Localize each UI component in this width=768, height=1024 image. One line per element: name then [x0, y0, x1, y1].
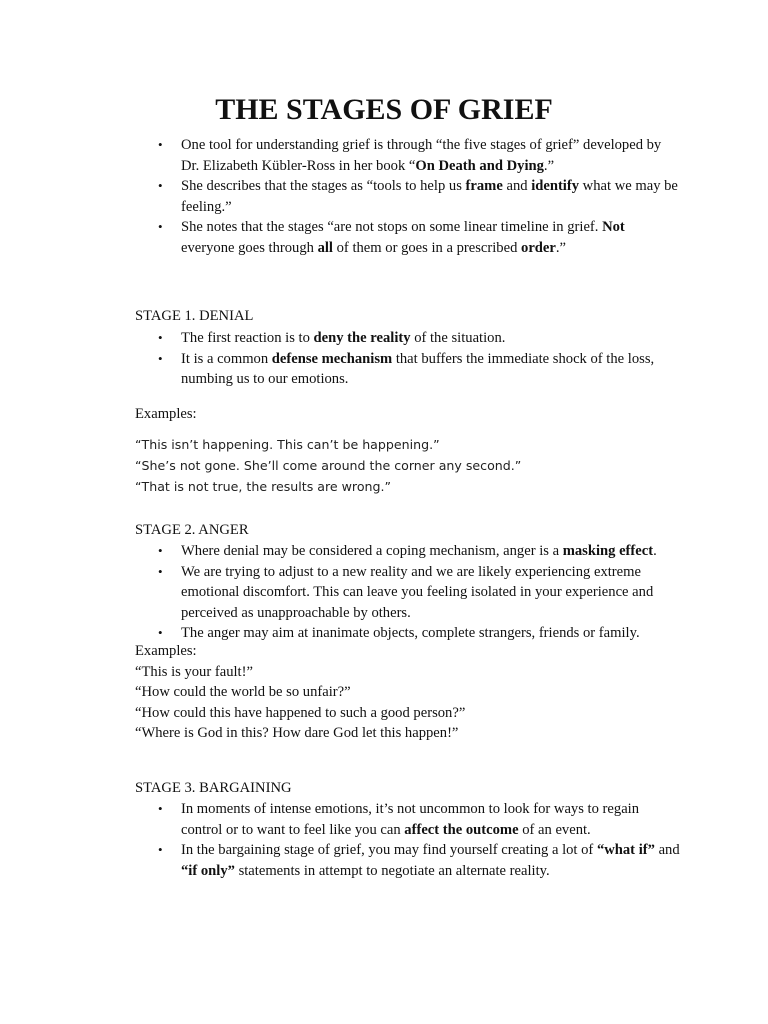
emphasis-text: defense mechanism [271, 350, 393, 367]
emphasis-text: deny the reality [313, 330, 411, 346]
emphasis-text: Not [602, 219, 625, 235]
body-text: It is a common [181, 350, 272, 367]
stage2-examples-block [135, 641, 465, 744]
body-text: what we may be feeling.” [181, 178, 678, 215]
bullet-icon: • [158, 801, 163, 816]
example-quote: “How could this have happened to such a good person?” [135, 704, 466, 721]
list-item [0, 328, 680, 349]
list-item [0, 135, 680, 176]
bullet-icon: • [158, 330, 163, 345]
emphasis-text: all [317, 239, 333, 256]
bullet-icon: • [158, 178, 163, 193]
emphasis-text: order [521, 239, 556, 256]
body-text: In the bargaining stage of grief, you may find yourself creating a lot of [181, 842, 597, 858]
bullet-icon: • [158, 350, 163, 366]
list-item [0, 541, 680, 562]
bullet-icon: • [158, 842, 163, 857]
stage3-list [0, 799, 768, 881]
body-text: that buffers the immediate shock of the loss, numbing us to our emotions. [181, 350, 655, 387]
body-text: The anger may aim at inanimate objects, complete strangers, friends or family. [181, 625, 640, 641]
body-text: She describes that the stages as “tools to help us [181, 178, 466, 194]
list-item [0, 349, 680, 390]
emphasis-text: masking effect [562, 543, 654, 559]
intro-section [0, 135, 768, 258]
body-text: In moments of intense emotions, it’s not uncommon to look for ways to regain control or to want to feel like you can [181, 801, 640, 838]
bullet-icon: • [158, 625, 163, 640]
stage2-section [0, 541, 768, 644]
emphasis-text: “if only” [181, 862, 235, 879]
body-text: of them or goes in a prescribed [332, 239, 522, 256]
list-item [0, 176, 680, 217]
body-text: One tool for understanding grief is through “the five stages of grief” developed by Dr. Elizabeth Kübler-Ross in her book “ [181, 137, 662, 174]
body-text: The first reaction is to [181, 330, 314, 346]
stage1-heading: STAGE 1. DENIAL [135, 308, 254, 324]
body-text: of an event. [518, 821, 591, 838]
body-text: everyone goes through [181, 239, 318, 256]
stage1-examples [135, 434, 521, 497]
example-quote: “Where is God in this? How dare God let this happen!” [135, 725, 459, 741]
list-item [0, 799, 680, 840]
body-text: statements in attempt to negotiate an alternate reality. [234, 862, 550, 879]
example-quote: “She’s not gone. She’ll come around the corner any second.” [135, 458, 522, 473]
body-text: We are trying to adjust to a new reality and we are likely experiencing extreme emotional discomfort. This can leave you feeling isolated in your experience and perceived as unapproachable by others. [181, 563, 654, 621]
bullet-icon: • [158, 137, 163, 152]
stage2-examples-label: Examples: [135, 643, 197, 659]
stage1-list [0, 328, 768, 390]
body-text: and [502, 178, 532, 194]
emphasis-text: affect the outcome [404, 821, 519, 838]
bullet-icon: • [158, 543, 163, 558]
stage3-heading: STAGE 3. BARGAINING [135, 780, 292, 796]
list-item [0, 562, 680, 624]
stage1-examples-label: Examples: [135, 406, 197, 422]
stage2-list [0, 541, 768, 644]
bullet-icon: • [158, 563, 163, 579]
body-text: . [653, 543, 657, 559]
page-title: THE STAGES OF GRIEF [215, 93, 553, 126]
stage2-examples [135, 662, 465, 744]
emphasis-text: identify [531, 178, 580, 194]
list-item [0, 840, 680, 881]
emphasis-text: On Death and Dying [415, 157, 544, 174]
example-quote: “How could the world be so unfair?” [135, 684, 351, 700]
body-text: .” [555, 239, 567, 256]
emphasis-text: “what if” [596, 842, 655, 858]
stage2-heading: STAGE 2. ANGER [135, 522, 249, 538]
body-text: She notes that the stages “are not stops on some linear timeline in grief. [181, 219, 603, 235]
body-text: of the situation. [410, 330, 506, 346]
stage3-section [0, 799, 768, 881]
list-item [0, 217, 680, 258]
body-text: Where denial may be considered a coping mechanism, anger is a [181, 543, 563, 559]
example-quote: “That is not true, the results are wrong.” [135, 479, 392, 494]
example-quote: “This is your fault!” [135, 663, 253, 680]
body-text: and [654, 842, 680, 858]
body-text: .” [543, 157, 555, 174]
intro-list [0, 135, 768, 258]
stage1-section [0, 328, 768, 390]
emphasis-text: frame [465, 178, 503, 194]
bullet-icon: • [158, 219, 163, 234]
example-quote: “This isn’t happening. This can’t be happening.” [135, 437, 440, 452]
